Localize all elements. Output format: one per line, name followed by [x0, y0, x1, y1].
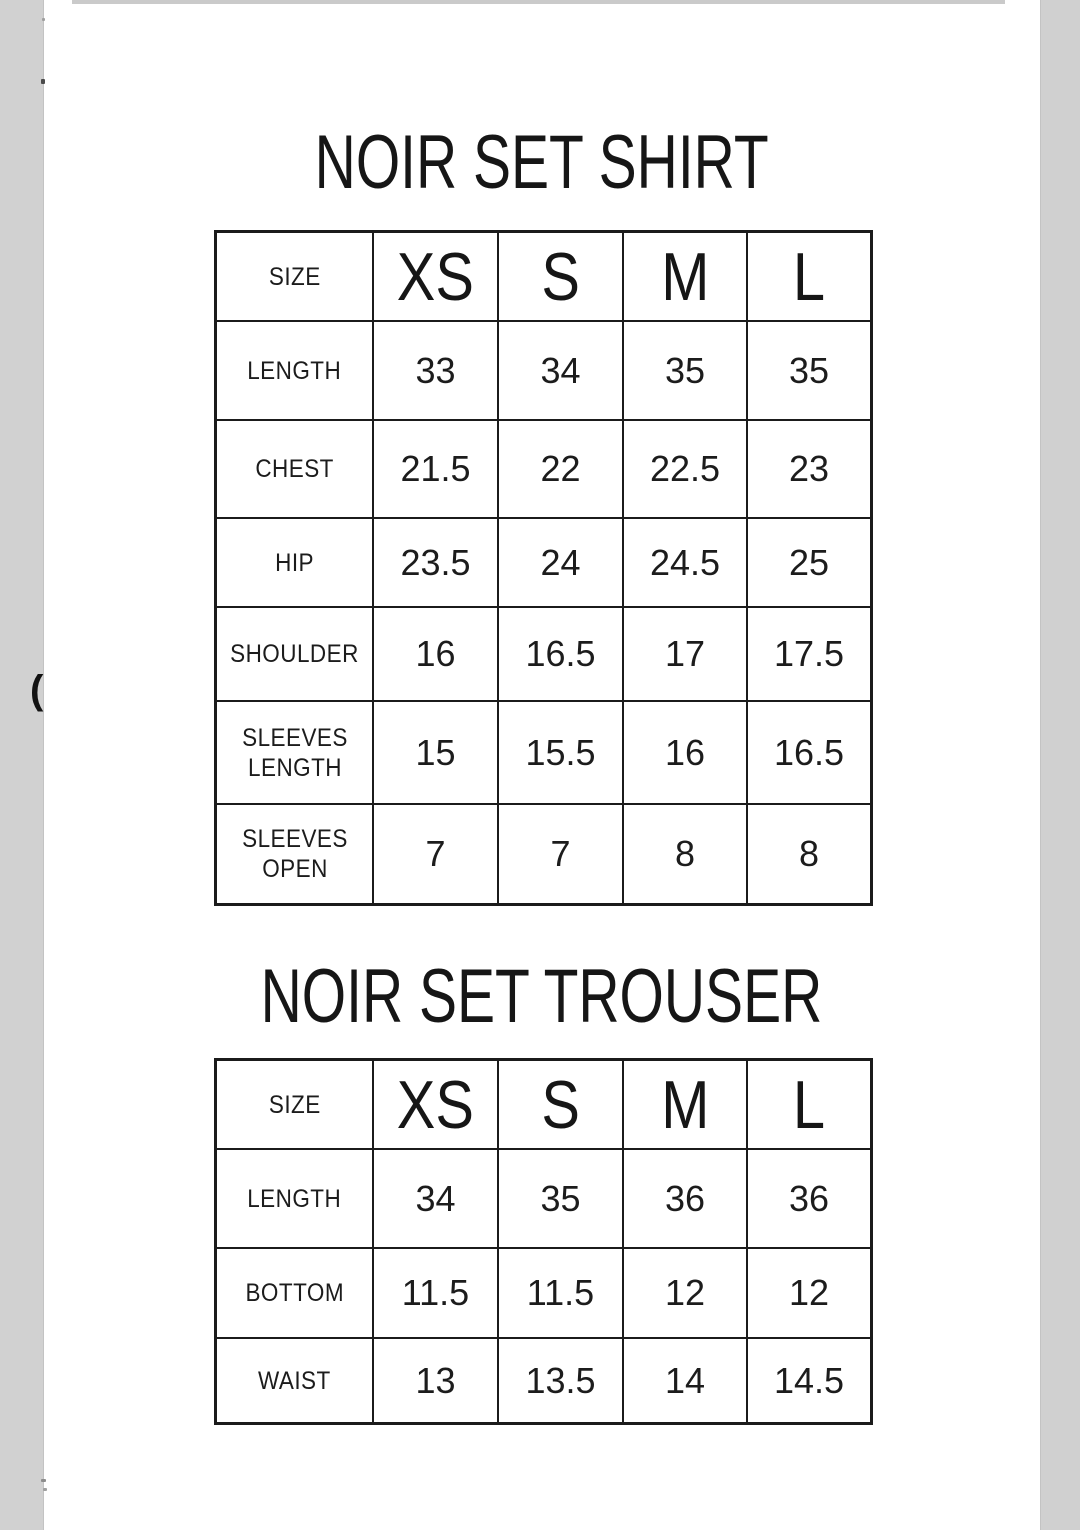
table-row-sleeves-open: [217, 803, 870, 903]
row-label-cell: SHOULDER: [230, 640, 359, 668]
value-cell: 17: [622, 608, 746, 700]
table-row-length: [217, 320, 870, 419]
row-label-cell: BOTTOM: [245, 1279, 344, 1307]
row-label-cell: CHEST: [255, 455, 334, 483]
value-cell: 35: [497, 1150, 622, 1247]
table-row-chest: [217, 419, 870, 517]
value-cell: 36: [746, 1150, 870, 1247]
value-cell: 34: [372, 1150, 497, 1247]
size-col-l: L: [746, 1061, 870, 1148]
value-cell: 35: [622, 322, 746, 419]
value-cell: 23.5: [372, 519, 497, 606]
right-gutter: [1040, 0, 1080, 1530]
value-cell: 34: [497, 322, 622, 419]
trouser-section-title: [43, 954, 1040, 1039]
size-col-m: M: [622, 233, 746, 320]
shirt-title-text: NOIR SET SHIRT: [314, 120, 769, 205]
value-cell: 15: [372, 702, 497, 803]
shirt-section-title: [43, 120, 1040, 205]
value-cell: 14.5: [746, 1339, 870, 1422]
value-cell: 14: [622, 1339, 746, 1422]
value-cell: 36: [622, 1150, 746, 1247]
trouser-size-table: [214, 1058, 873, 1425]
value-cell: 8: [622, 805, 746, 903]
value-cell: 16.5: [497, 608, 622, 700]
table-row-hip: [217, 517, 870, 606]
value-cell: 16.5: [746, 702, 870, 803]
value-cell: 13: [372, 1339, 497, 1422]
value-cell: 15.5: [497, 702, 622, 803]
size-header-cell: SIZE: [268, 1090, 321, 1119]
value-cell: 7: [372, 805, 497, 903]
table-row-bottom: [217, 1247, 870, 1337]
row-label-cell: LENGTH: [247, 1184, 342, 1213]
trouser-title-text: NOIR SET TROUSER: [260, 954, 823, 1039]
table-row-length: [217, 1148, 870, 1247]
size-header-cell: SIZE: [268, 262, 321, 291]
value-cell: 21.5: [372, 421, 497, 517]
row-label-cell: LENGTH: [247, 356, 342, 385]
table-row-shoulder: [217, 606, 870, 700]
value-cell: 8: [746, 805, 870, 903]
left-edge-partial-glyph: (: [30, 668, 44, 712]
value-cell: 24.5: [622, 519, 746, 606]
value-cell: 33: [372, 322, 497, 419]
row-label-cell: SLEEVES LENGTH: [241, 723, 348, 782]
value-cell: 22: [497, 421, 622, 517]
value-cell: 12: [622, 1249, 746, 1337]
table-header-row: [217, 1061, 870, 1148]
value-cell: 23: [746, 421, 870, 517]
size-col-xs: XS: [372, 233, 497, 320]
edge-speck: [41, 1479, 46, 1482]
size-col-s: S: [497, 233, 622, 320]
value-cell: 11.5: [372, 1249, 497, 1337]
size-col-m: M: [622, 1061, 746, 1148]
row-label-cell: WAIST: [258, 1366, 331, 1395]
edge-speck: [43, 1488, 47, 1491]
value-cell: 12: [746, 1249, 870, 1337]
row-label-cell: HIP: [275, 548, 314, 577]
top-divider-bar: [72, 0, 1005, 4]
value-cell: 35: [746, 322, 870, 419]
table-row-waist: [217, 1337, 870, 1422]
value-cell: 11.5: [497, 1249, 622, 1337]
size-col-s: S: [497, 1061, 622, 1148]
edge-speck: [41, 79, 45, 84]
size-col-xs: XS: [372, 1061, 497, 1148]
value-cell: 22.5: [622, 421, 746, 517]
edge-speck: [42, 18, 45, 21]
table-header-row: [217, 233, 870, 320]
value-cell: 16: [372, 608, 497, 700]
value-cell: 16: [622, 702, 746, 803]
value-cell: 7: [497, 805, 622, 903]
value-cell: 25: [746, 519, 870, 606]
value-cell: 24: [497, 519, 622, 606]
size-col-l: L: [746, 233, 870, 320]
row-label-cell: SLEEVES OPEN: [241, 825, 348, 883]
table-row-sleeves-length: [217, 700, 870, 803]
value-cell: 13.5: [497, 1339, 622, 1422]
shirt-size-table: [214, 230, 873, 906]
value-cell: 17.5: [746, 608, 870, 700]
left-gutter: [0, 0, 44, 1530]
